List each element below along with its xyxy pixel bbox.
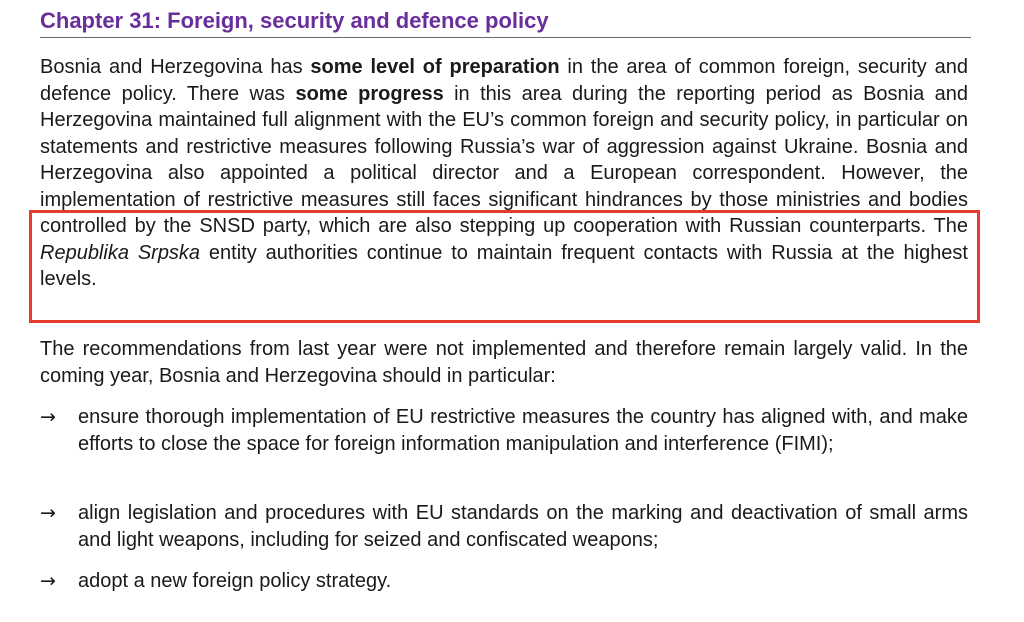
bold-progress-level: some progress [295, 82, 444, 105]
chapter-heading: Chapter 31: Foreign, security and defence policy [40, 8, 549, 33]
heading-rule [40, 37, 971, 38]
arrow-right-icon: → [40, 570, 56, 592]
italic-entity-name: Republika Srpska [40, 241, 201, 264]
paragraph-text: entity authorities continue to maintain frequent contacts with Russia at the highest levels. [40, 241, 968, 290]
recommendation-item [40, 568, 968, 595]
recommendation-item [40, 500, 968, 553]
arrow-right-icon: → [40, 406, 56, 428]
recommendation-text: align legislation and procedures with EU standards on the marking and deactivation of small arms and light weapons, including for seized and confiscated weapons; [78, 502, 968, 551]
recommendation-text: ensure thorough implementation of EU restrictive measures the country has aligned with, and make efforts to close the space for foreign information manipulation and interference (FIMI); [78, 406, 968, 455]
bold-preparation-level: some level of preparation [310, 56, 560, 78]
paragraph-text: Bosnia and Herzegovina has [40, 56, 311, 78]
paragraph-recommendations: The recommendations from last year were not implemented and therefore remain largely valid. In the coming year, Bosnia and Herzegovina should in particular: [40, 338, 968, 387]
recommendation-text: adopt a new foreign policy strategy. [78, 570, 392, 592]
paragraph-text: in this area during the reporting period as Bosnia and Herzegovina maintained full alignment with the EU’s common foreign and security policy, in particular on statements and restrictive measures following Russia’s war of aggression against Ukraine. Bosnia and Herzegovina also appointed a political director and a European correspondent. However, the implementation of restrictive measures still faces significant hindrances by those ministries and bodies controlled by the SNSD party, which are also stepping up cooperation with Russian counterparts. The [40, 82, 969, 237]
arrow-right-icon: → [40, 502, 56, 524]
highlight-box [29, 210, 980, 323]
paragraph-text: in the area of common foreign, security and defence policy. There was [40, 56, 968, 105]
recommendation-item [40, 404, 968, 457]
